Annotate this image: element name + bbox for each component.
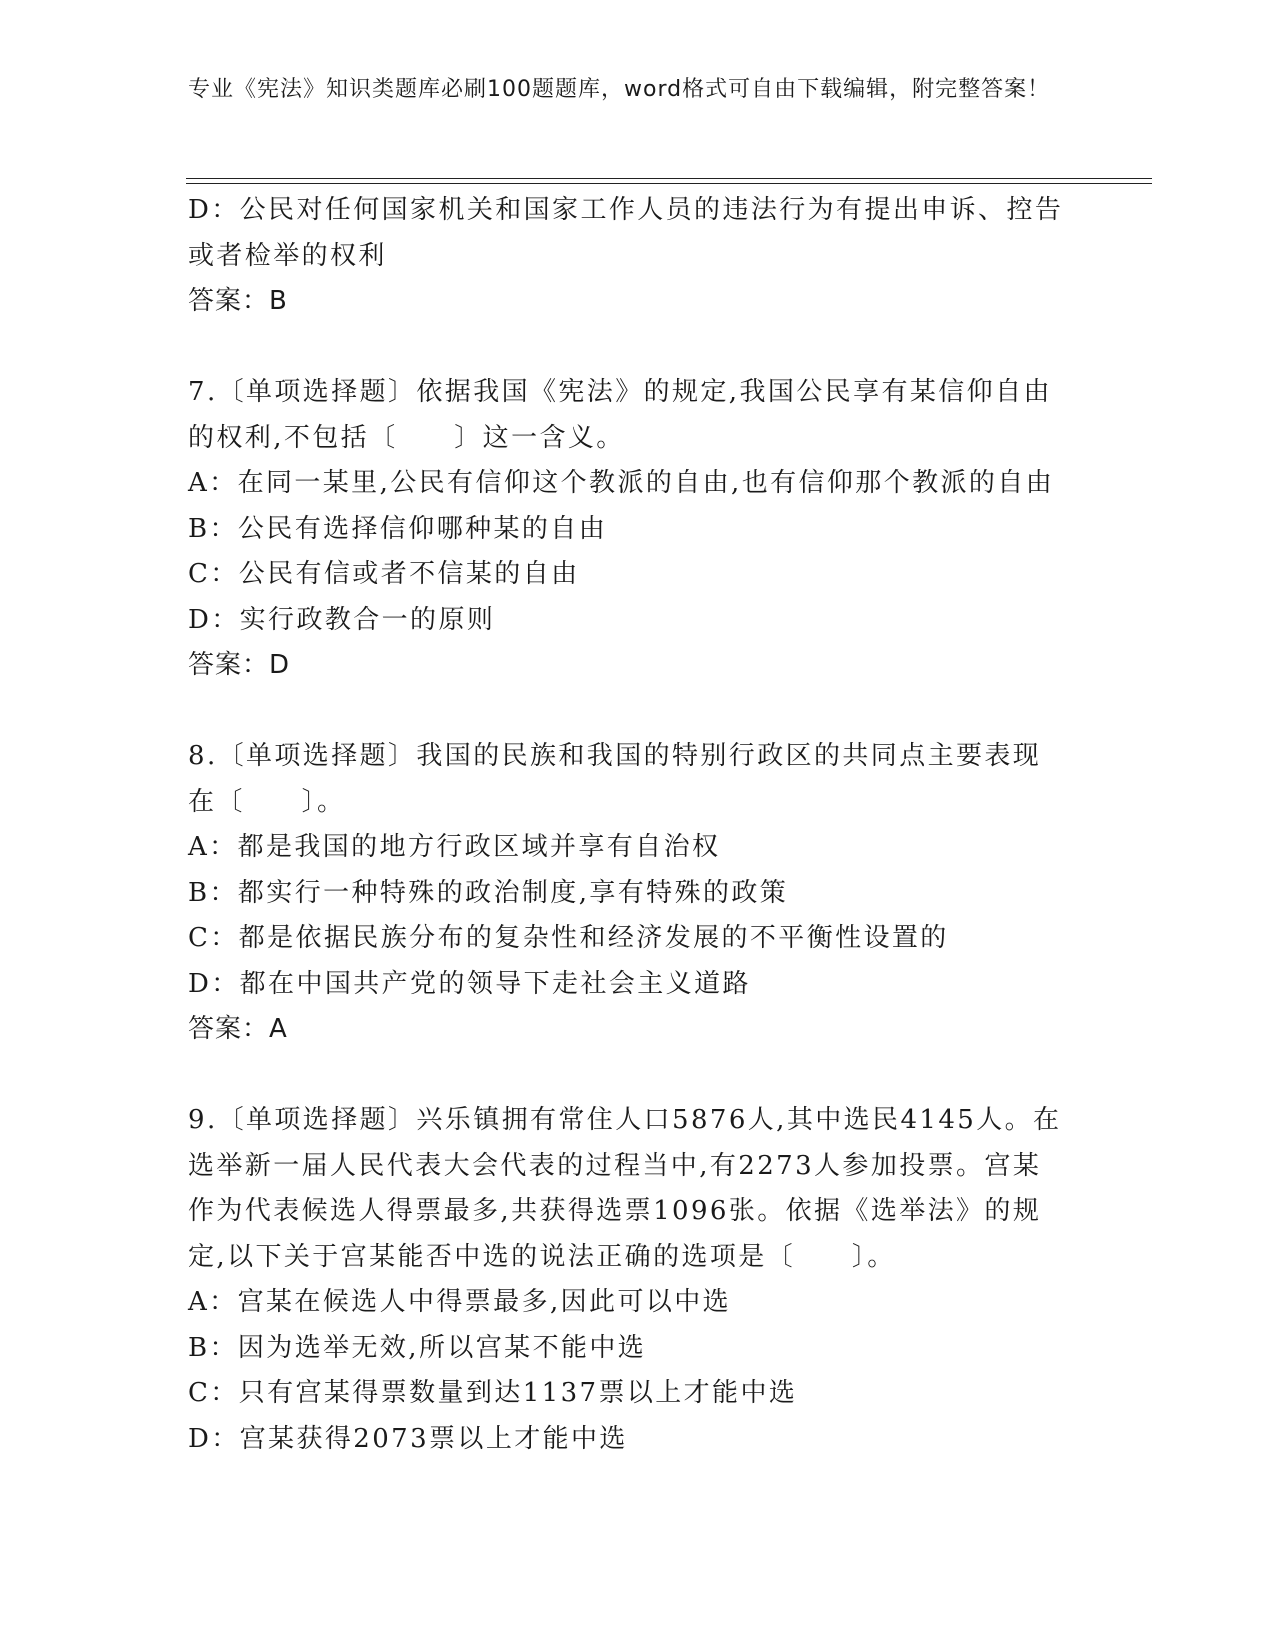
question-stem: 在〔 〕。 <box>188 786 346 817</box>
option-b: B：公民有选择信仰哪种某的自由 <box>188 513 608 544</box>
question-block <box>188 370 1088 689</box>
answer-line: 答案：B <box>188 286 288 316</box>
option-a: A：在同一某里,公民有信仰这个教派的自由,也有信仰那个教派的自由 <box>188 468 1055 498</box>
header-rule-bottom <box>186 183 1152 184</box>
header-rule-top <box>186 178 1152 179</box>
option-d: D：宫某获得2073票以上才能中选 <box>188 1423 628 1454</box>
option-c: C：公民有信或者不信某的自由 <box>188 559 580 589</box>
question-stem: 9.〔单项选择题〕兴乐镇拥有常住人口5876人,其中选民4145人。在 <box>188 1105 1062 1135</box>
question-stem: 的权利,不包括〔 〕这一含义。 <box>188 422 625 453</box>
option-c: C：只有宫某得票数量到达1137票以上才能中选 <box>188 1378 798 1408</box>
question-block <box>188 1098 1088 1462</box>
question-stem: 7.〔单项选择题〕依据我国《宪法》的规定,我国公民享有某信仰自由 <box>188 377 1052 407</box>
question-stem: 作为代表候选人得票最多,共获得选票1096张。依据《选举法》的规 <box>188 1196 1042 1226</box>
option-d: D：都在中国共产党的领导下走社会主义道路 <box>188 968 751 999</box>
option-d-line-continued: 或者检举的权利 <box>188 240 387 271</box>
question-stem: 定,以下关于宫某能否中选的说法正确的选项是〔 〕。 <box>188 1241 896 1272</box>
document-header: 专业《宪法》知识类题库必刷100题题库，word格式可自由下载编辑，附完整答案！ <box>188 77 1051 102</box>
option-b: B：都实行一种特殊的政治制度,享有特殊的政策 <box>188 877 789 908</box>
option-d: D：实行政教合一的原则 <box>188 604 496 635</box>
answer-line: 答案：A <box>188 1014 288 1044</box>
option-c: C：都是依据民族分布的复杂性和经济发展的不平衡性设置的 <box>188 923 949 953</box>
question-content <box>188 188 1088 1462</box>
question-block <box>188 734 1088 1053</box>
option-a: A：宫某在候选人中得票最多,因此可以中选 <box>188 1287 732 1317</box>
option-d-line: D：公民对任何国家机关和国家工作人员的违法行为有提出申诉、控告 <box>188 195 1064 225</box>
answer-line: 答案：D <box>188 650 291 680</box>
option-b: B：因为选举无效,所以宫某不能中选 <box>188 1332 647 1363</box>
question-stem: 8.〔单项选择题〕我国的民族和我国的特别行政区的共同点主要表现 <box>188 741 1042 771</box>
question-stem: 选举新一届人民代表大会代表的过程当中,有2273人参加投票。宫某 <box>188 1150 1042 1181</box>
option-a: A：都是我国的地方行政区域并享有自治权 <box>188 832 721 862</box>
